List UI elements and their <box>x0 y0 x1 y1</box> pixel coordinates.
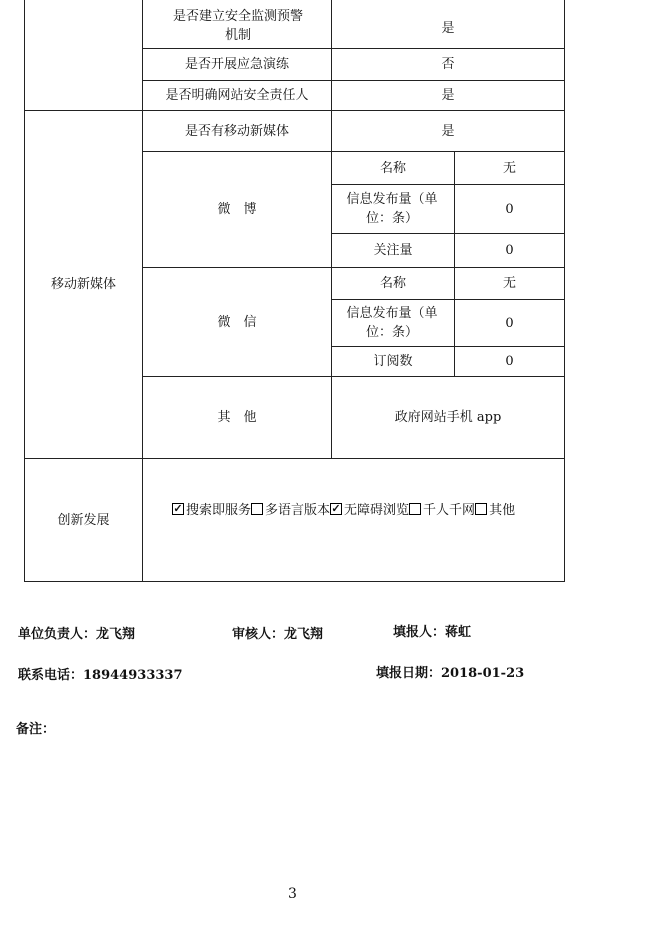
weibo-name-label: 名称 <box>379 160 406 176</box>
wechat-posts-value: 0 <box>505 315 514 331</box>
has-mobile-value: 是 <box>441 123 455 139</box>
wechat-sub-label: 订阅数 <box>373 354 413 369</box>
option-accessible-browsing[interactable]: ✓ 无障碍浏览 <box>331 502 410 518</box>
innovation-section-label: 创新发展 <box>57 512 110 528</box>
unchecked-box-icon[interactable] <box>251 503 263 515</box>
page-number: 3 <box>288 886 297 902</box>
checked-box-icon[interactable]: ✓ <box>331 502 341 515</box>
unchecked-box-icon[interactable] <box>475 503 487 515</box>
weibo-follow-value: 0 <box>505 243 514 258</box>
option-multilingual[interactable]: 多语言版本 <box>251 499 330 518</box>
monitoring-value: 是 <box>441 20 455 36</box>
unit-head: 单位负责人：龙飞翔 <box>18 627 136 642</box>
wechat-label: 微 信 <box>217 314 257 330</box>
option-other[interactable]: 其他 <box>475 499 515 518</box>
drill-label: 是否开展应急演练 <box>184 57 289 72</box>
has-mobile-label: 是否有移动新媒体 <box>184 123 289 139</box>
weibo-name-value: 无 <box>502 160 516 176</box>
weibo-posts-label: 信息发布量（单位：条） <box>346 192 438 226</box>
checked-box-icon[interactable]: ✓ <box>173 502 183 515</box>
innovation-options <box>172 499 564 518</box>
other-value: 政府网站手机 app <box>394 410 502 425</box>
drill-value: 否 <box>441 57 455 72</box>
wechat-name-label: 名称 <box>379 276 406 291</box>
weibo-posts-value: 0 <box>505 201 514 217</box>
fill-date: 填报日期：2018-01-23 <box>376 666 525 681</box>
filler: 填报人：蒋虹 <box>393 625 472 640</box>
monitoring-label: 是否建立安全监测预警机制 <box>172 9 303 43</box>
wechat-sub-value: 0 <box>505 354 514 369</box>
wechat-name-value: 无 <box>502 276 516 291</box>
contact-phone: 联系电话：18944933337 <box>18 668 183 683</box>
mobile-section-label: 移动新媒体 <box>50 277 116 292</box>
remark-label: 备注： <box>16 722 56 737</box>
responsible-value: 是 <box>441 88 455 103</box>
weibo-follow-label: 关注量 <box>373 243 413 258</box>
responsible-label: 是否明确网站安全责任人 <box>165 88 309 103</box>
unchecked-box-icon[interactable] <box>409 503 421 515</box>
option-search-service[interactable]: ✓ 搜索即服务 <box>173 502 252 518</box>
other-label: 其 他 <box>217 410 257 425</box>
option-personalized-site[interactable]: 千人千网 <box>409 499 475 518</box>
reviewer: 审核人：龙飞翔 <box>232 627 324 642</box>
weibo-label: 微 博 <box>217 202 257 217</box>
wechat-posts-label: 信息发布量（单位：条） <box>346 306 438 340</box>
